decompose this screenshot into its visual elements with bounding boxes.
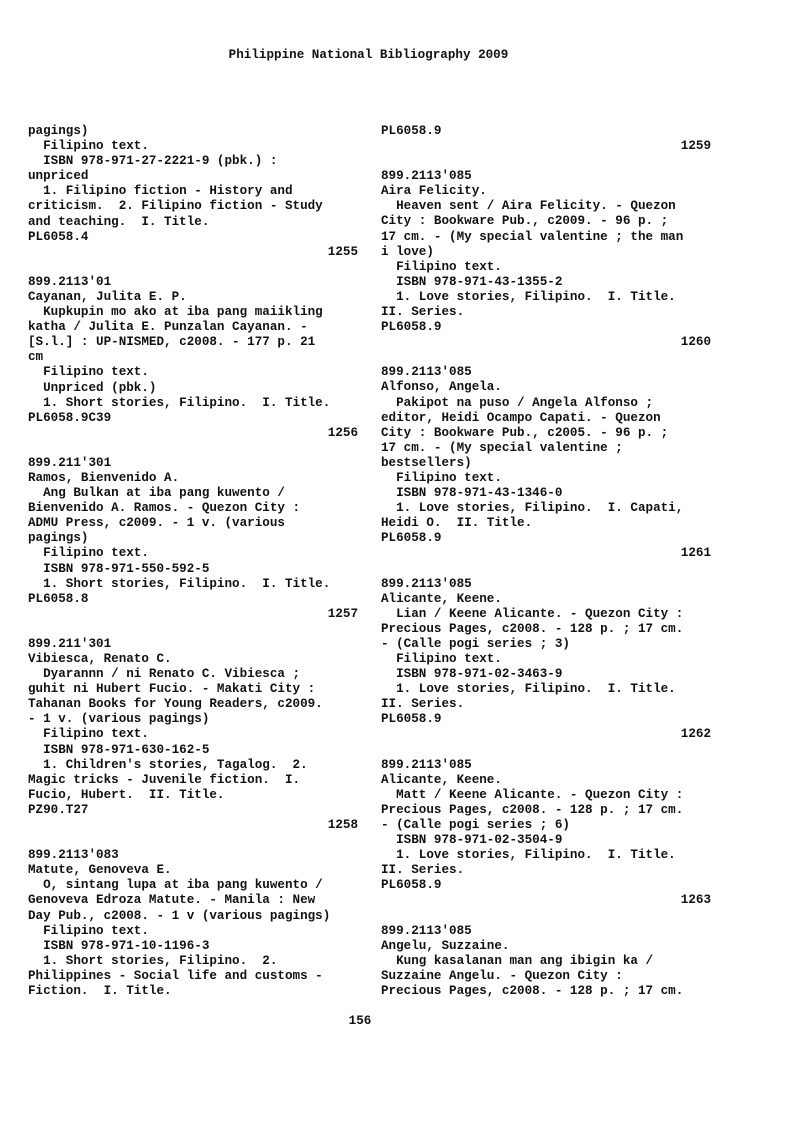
entry-line: 899.2113'085 bbox=[381, 576, 472, 591]
entry-line: II. Series. bbox=[381, 305, 465, 320]
bibliographic-entry bbox=[28, 637, 358, 833]
entry-number: 1262 bbox=[680, 727, 711, 742]
entry-line: - 1 v. (various pagings) bbox=[28, 712, 210, 727]
entry-line: 899.211'301 bbox=[28, 455, 112, 470]
entry-line: Kupkupin mo ako at iba pang maiikling bbox=[28, 305, 323, 320]
entry-line: 1. Filipino fiction - History and bbox=[28, 184, 293, 199]
entry-line: Precious Pages, c2008. - 128 p. ; 17 cm. bbox=[381, 802, 684, 817]
entry-line: Alicante, Keene. bbox=[381, 591, 502, 606]
entry-line: 1. Love stories, Filipino. I. Title. bbox=[381, 848, 676, 863]
entry-line: Alfonso, Angela. bbox=[381, 380, 502, 395]
entry-line: City : Bookware Pub., c2005. - 96 p. ; bbox=[381, 425, 669, 440]
entry-number: 1259 bbox=[680, 139, 711, 154]
running-header: Philippine National Bibliography 2009 bbox=[228, 48, 509, 62]
entry-line: PZ90.T27 bbox=[28, 802, 89, 817]
entry-line: PL6058.9C39 bbox=[28, 410, 112, 425]
entry-line: 899.2113'083 bbox=[28, 848, 119, 863]
entry-line: ISBN 978-971-02-3504-9 bbox=[381, 833, 563, 848]
bibliographic-entry bbox=[381, 924, 711, 999]
entry-line: PL6058.8 bbox=[28, 591, 89, 606]
entry-line: Filipino text. bbox=[28, 727, 149, 742]
entry-line: PL6058.9 bbox=[381, 712, 442, 727]
entry-line: Bienvenido A. Ramos. - Quezon City : bbox=[28, 501, 301, 516]
entry-line: PL6058.9 bbox=[381, 878, 442, 893]
entry-line: Pakipot na puso / Angela Alfonso ; bbox=[381, 395, 654, 410]
bibliographic-entry bbox=[28, 124, 358, 260]
entry-line: 899.2113'01 bbox=[28, 274, 112, 289]
left-column bbox=[28, 124, 358, 1014]
entry-line: ISBN 978-971-02-3463-9 bbox=[381, 667, 563, 682]
entry-line: Filipino text. bbox=[381, 470, 502, 485]
entry-line: 1. Love stories, Filipino. I. Title. bbox=[381, 289, 676, 304]
entry-line: Aira Felicity. bbox=[381, 184, 487, 199]
entry-line: Ramos, Bienvenido A. bbox=[28, 470, 180, 485]
entry-line: Fucio, Hubert. II. Title. bbox=[28, 787, 225, 802]
entry-number: 1263 bbox=[680, 893, 711, 908]
bibliographic-entry bbox=[381, 124, 711, 154]
entry-line: PL6058.9 bbox=[381, 320, 442, 335]
entry-line: Magic tricks - Juvenile fiction. I. bbox=[28, 772, 301, 787]
entry-line: bestsellers) bbox=[381, 455, 472, 470]
entry-line: 1. Short stories, Filipino. I. Title. bbox=[28, 395, 331, 410]
entry-line: Dyarannn / ni Renato C. Vibiesca ; bbox=[28, 667, 301, 682]
entry-line: Filipino text. bbox=[381, 652, 502, 666]
entry-line: ISBN 978-971-43-1346-0 bbox=[381, 486, 563, 501]
entry-line: Cayanan, Julita E. P. bbox=[28, 289, 187, 304]
entry-line: Filipino text. bbox=[28, 139, 149, 154]
entry-line: PL6058.4 bbox=[28, 229, 89, 244]
bibliographic-entry bbox=[28, 275, 358, 441]
entry-line: Angelu, Suzzaine. bbox=[381, 938, 510, 953]
bibliographic-entry bbox=[28, 456, 358, 622]
bibliographic-entry bbox=[381, 365, 711, 561]
entry-line: Ang Bulkan at iba pang kuwento / bbox=[28, 486, 285, 501]
bibliographic-entry bbox=[381, 577, 711, 743]
entry-line: Heaven sent / Aira Felicity. - Quezon bbox=[381, 199, 676, 214]
entry-line: Philippines - Social life and customs - bbox=[28, 968, 323, 983]
entry-line: 899.2113'085 bbox=[381, 169, 472, 184]
entry-line: editor, Heidi Ocampo Capati. - Quezon bbox=[381, 410, 661, 425]
entry-number: 1257 bbox=[327, 606, 358, 621]
entry-line: and teaching. I. Title. bbox=[28, 214, 210, 229]
entry-line: 1. Children's stories, Tagalog. 2. bbox=[28, 757, 308, 772]
entry-line: cm bbox=[28, 350, 44, 365]
entry-line: O, sintang lupa at iba pang kuwento / bbox=[28, 878, 323, 893]
entry-line: Filipino text. bbox=[28, 923, 149, 938]
entry-line: [S.l.] : UP-NISMED, c2008. - 177 p. 21 bbox=[28, 335, 316, 350]
entry-line: Matt / Keene Alicante. - Quezon City : bbox=[381, 787, 684, 802]
entry-line: katha / Julita E. Punzalan Cayanan. - bbox=[28, 320, 308, 335]
entry-line: 899.211'301 bbox=[28, 636, 112, 651]
entry-line: 1. Love stories, Filipino. I. Title. bbox=[381, 682, 676, 697]
entry-line: Fiction. I. Title. bbox=[28, 983, 172, 998]
entry-line: 17 cm. - (My special valentine ; the man bbox=[381, 229, 684, 244]
right-column bbox=[381, 124, 711, 1014]
entry-line: II. Series. bbox=[381, 863, 465, 878]
entry-number: 1261 bbox=[680, 546, 711, 561]
bibliographic-entry bbox=[381, 169, 711, 350]
entry-line: II. Series. bbox=[381, 697, 465, 712]
entry-line: 1. Love stories, Filipino. I. Capati, bbox=[381, 501, 684, 516]
entry-line: criticism. 2. Filipino fiction - Study bbox=[28, 199, 323, 214]
entry-line: 1. Short stories, Filipino. 2. bbox=[28, 953, 278, 968]
entry-line: unpriced bbox=[28, 169, 89, 184]
entry-line: - (Calle pogi series ; 6) bbox=[381, 817, 570, 832]
entry-number: 1255 bbox=[327, 244, 358, 259]
page-number: 156 bbox=[348, 1014, 372, 1028]
entry-line: Unpriced (pbk.) bbox=[28, 380, 157, 395]
entry-line: Precious Pages, c2008. - 128 p. ; 17 cm. bbox=[381, 621, 684, 636]
entry-line: Lian / Keene Alicante. - Quezon City : bbox=[381, 606, 684, 621]
entry-line: Filipino text. bbox=[28, 546, 149, 561]
entry-line: Genoveva Edroza Matute. - Manila : New bbox=[28, 893, 316, 908]
entry-line: ISBN 978-971-27-2221-9 (pbk.) : bbox=[28, 154, 278, 169]
entry-line: ISBN 978-971-43-1355-2 bbox=[381, 274, 563, 289]
entry-line: Vibiesca, Renato C. bbox=[28, 652, 172, 666]
entry-number: 1258 bbox=[327, 818, 358, 833]
entry-number: 1260 bbox=[680, 335, 711, 350]
entry-number: 1256 bbox=[327, 425, 358, 440]
entry-line: - (Calle pogi series ; 3) bbox=[381, 636, 570, 651]
entry-line: Filipino text. bbox=[28, 365, 149, 380]
entry-line: PL6058.9 bbox=[381, 531, 442, 546]
entry-line: 899.2113'085 bbox=[381, 757, 472, 772]
entry-line: i love) bbox=[381, 244, 434, 259]
entry-line: 1. Short stories, Filipino. I. Title. bbox=[28, 576, 331, 591]
bibliographic-entry bbox=[28, 848, 358, 999]
entry-line: City : Bookware Pub., c2009. - 96 p. ; bbox=[381, 214, 669, 229]
entry-line: Alicante, Keene. bbox=[381, 772, 502, 787]
entry-line: ADMU Press, c2009. - 1 v. (various bbox=[28, 516, 285, 531]
entry-line: Precious Pages, c2008. - 128 p. ; 17 cm. bbox=[381, 983, 684, 998]
entry-line: Kung kasalanan man ang ibigin ka / bbox=[381, 953, 654, 968]
entry-line: Day Pub., c2008. - 1 v (various pagings) bbox=[28, 908, 331, 923]
entry-line: Heidi O. II. Title. bbox=[381, 516, 533, 531]
bibliographic-entry bbox=[381, 758, 711, 909]
entry-line: Filipino text. bbox=[381, 259, 502, 274]
entry-line: pagings) bbox=[28, 531, 89, 546]
entry-line: 899.2113'085 bbox=[381, 923, 472, 938]
entry-line: Suzzaine Angelu. - Quezon City : bbox=[381, 968, 623, 983]
entry-line: 899.2113'085 bbox=[381, 365, 472, 380]
entry-line: Matute, Genoveva E. bbox=[28, 863, 172, 878]
entry-line: Tahanan Books for Young Readers, c2009. bbox=[28, 697, 323, 712]
entry-line: guhit ni Hubert Fucio. - Makati City : bbox=[28, 682, 316, 697]
entry-line: pagings) bbox=[28, 124, 89, 138]
entry-line: ISBN 978-971-550-592-5 bbox=[28, 561, 210, 576]
entry-line: 17 cm. - (My special valentine ; bbox=[381, 440, 623, 455]
entry-line: PL6058.9 bbox=[381, 124, 442, 138]
entry-line: ISBN 978-971-10-1196-3 bbox=[28, 938, 210, 953]
entry-line: ISBN 978-971-630-162-5 bbox=[28, 742, 210, 757]
